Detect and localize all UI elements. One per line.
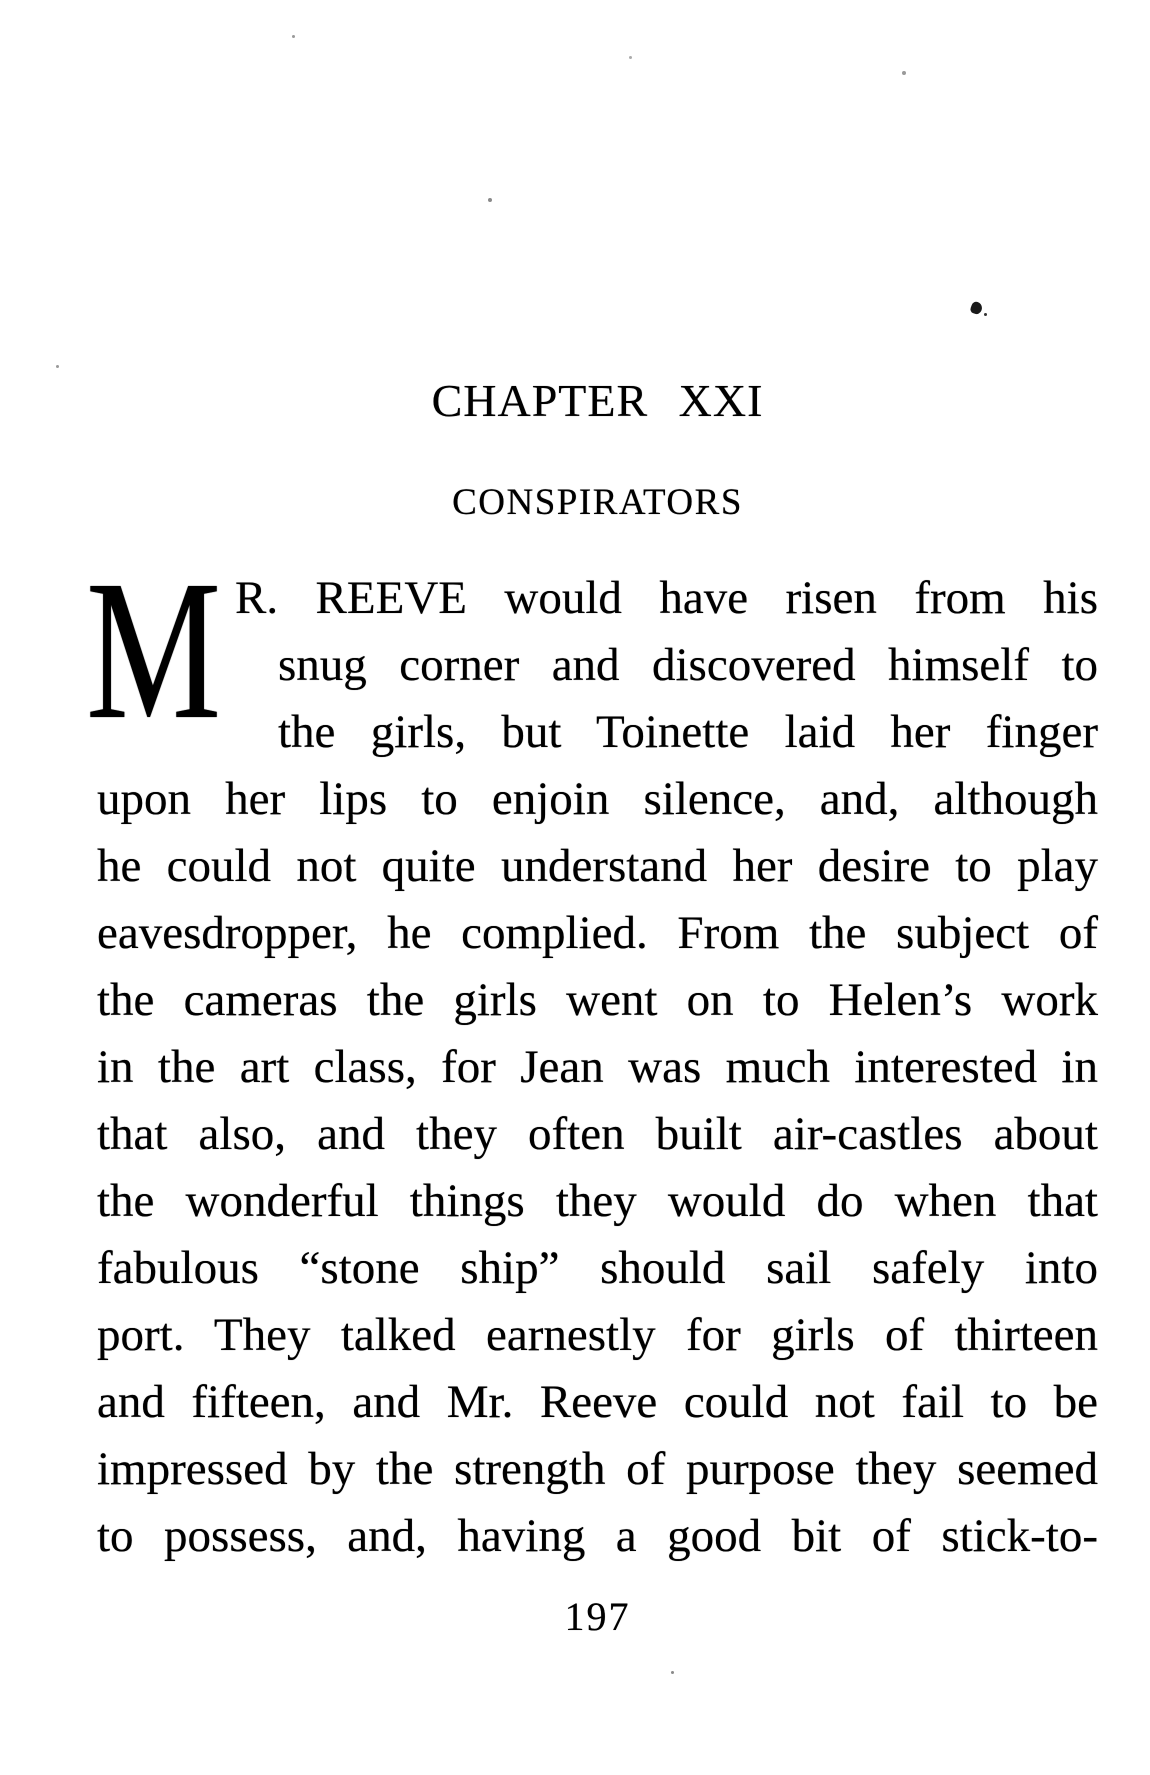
text-line: and fifteen, and Mr. Reeve could not fail to be	[97, 1376, 1098, 1428]
text-line: the girls, but Toinette laid her finger	[278, 706, 1098, 758]
text-line: to possess, and, having a good bit of stick-to-	[97, 1510, 1098, 1562]
ink-speck	[984, 313, 987, 316]
ink-speck	[902, 71, 906, 75]
drop-cap-letter: M	[86, 540, 222, 761]
page-number: 197	[564, 1594, 631, 1639]
text-line: that also, and they often built air-castles about	[97, 1108, 1098, 1160]
text-line: impressed by the strength of purpose they seemed	[97, 1443, 1098, 1495]
ink-speck	[629, 56, 632, 59]
text-line: R. REEVE would have risen from his	[235, 572, 1098, 624]
text-line: in the art class, for Jean was much interested in	[97, 1041, 1098, 1093]
ink-speck	[671, 1671, 674, 1674]
text-line: he could not quite understand her desire to play	[97, 840, 1098, 892]
ink-speck	[292, 35, 295, 38]
text-line: upon her lips to enjoin silence, and, although	[97, 773, 1098, 825]
ink-speck	[488, 198, 492, 202]
chapter-subheading: CONSPIRATORS	[452, 482, 743, 523]
text-line: eavesdropper, he complied. From the subject of	[97, 907, 1098, 959]
chapter-heading: CHAPTER XXI	[431, 375, 764, 426]
text-line: the wonderful things they would do when that	[97, 1175, 1098, 1227]
text-line: the cameras the girls went on to Helen’s work	[97, 974, 1098, 1026]
text-line: port. They talked earnestly for girls of thirteen	[97, 1309, 1098, 1361]
ink-speck	[56, 365, 59, 368]
body-text	[97, 565, 1098, 1570]
text-line: fabulous “stone ship” should sail safely into	[97, 1242, 1098, 1294]
text-line: snug corner and discovered himself to	[278, 639, 1098, 691]
ink-speck	[969, 300, 983, 315]
